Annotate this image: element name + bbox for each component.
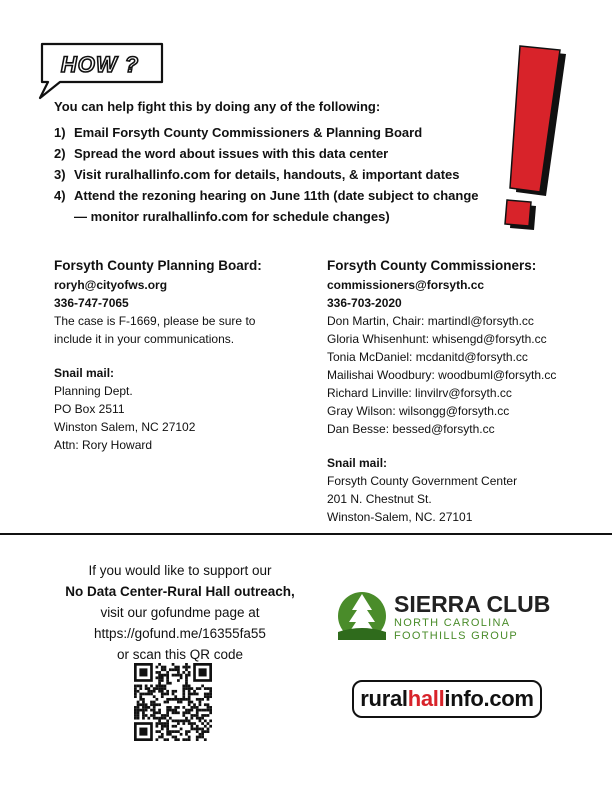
tree-logo-icon <box>338 592 386 640</box>
step-1: 1) Email Forsyth County Commissioners & Planning Board <box>54 125 423 140</box>
website-link[interactable]: ruralhallinfo.com <box>352 680 542 718</box>
commissioner-member: Mailishai Woodbury: woodbuml@forsyth.cc <box>327 368 557 382</box>
commissioner-member: Gloria Whisenhunt: whisengd@forsyth.cc <box>327 332 547 346</box>
commissioner-member: Dan Besse: bessed@forsyth.cc <box>327 422 495 436</box>
how-speech-bubble <box>34 40 168 100</box>
step-2: 2) Spread the word about issues with this data center <box>54 146 389 161</box>
commissioners-email[interactable]: commissioners@forsyth.cc <box>327 278 485 292</box>
gofundme-link[interactable]: https://gofund.me/16355fa55 <box>94 626 266 641</box>
planning-address-line: Attn: Rory Howard <box>54 438 153 452</box>
qr-code[interactable] <box>134 663 212 741</box>
planning-snail-title: Snail mail: <box>54 366 115 380</box>
support-text: If you would like to support our No Data Center-Rural Hall outreach, visit our gofundme page at https://gofund.me/16355fa55 or scan this QR code <box>40 560 320 665</box>
intro-text: You can help fight this by doing any of the following: <box>54 99 381 114</box>
commissioners-address-line: Winston-Salem, NC. 27101 <box>327 510 473 524</box>
commissioners-phone: 336-703-2020 <box>327 296 402 310</box>
sierra-club-logo <box>336 588 556 644</box>
sierra-sub1: NORTH CAROLINA <box>394 617 511 629</box>
exclamation-icon <box>490 44 570 234</box>
planning-address-line: Winston Salem, NC 27102 <box>54 420 196 434</box>
commissioner-member: Tonia McDaniel: mcdanitd@forsyth.cc <box>327 350 528 364</box>
planning-board-contact <box>54 256 294 454</box>
section-divider <box>0 533 612 535</box>
planning-address-line: Planning Dept. <box>54 384 133 398</box>
commissioners-snail-title: Snail mail: <box>327 456 388 470</box>
sierra-name: SIERRA CLUB <box>394 591 551 617</box>
bubble-text: HOW ? <box>60 52 140 77</box>
step-3: 3) Visit ruralhallinfo.com for details, handouts, & important dates <box>54 167 460 182</box>
planning-phone: 336-747-7065 <box>54 296 129 310</box>
commissioners-title: Forsyth County Commissioners: <box>327 258 537 273</box>
commissioner-member: Richard Linville: linvilrv@forsyth.cc <box>327 386 512 400</box>
sierra-sub2: FOOTHILLS GROUP <box>394 630 519 642</box>
commissioners-contact <box>327 256 597 526</box>
commissioners-address-line: 201 N. Chestnut St. <box>327 492 432 506</box>
planning-title: Forsyth County Planning Board: <box>54 258 262 273</box>
planning-email[interactable]: roryh@cityofws.org <box>54 278 168 292</box>
action-steps <box>54 122 494 227</box>
commissioner-member: Don Martin, Chair: martindl@forsyth.cc <box>327 314 534 328</box>
planning-note: The case is F-1669, please be sure to include it in your communications. <box>54 314 256 346</box>
commissioner-member: Gray Wilson: wilsongg@forsyth.cc <box>327 404 510 418</box>
step-4: 4) Attend the rezoning hearing on June 11th (date subject to change — monitor ruralhallinfo.com for schedule changes) <box>54 188 479 224</box>
commissioners-address-line: Forsyth County Government Center <box>327 474 518 488</box>
planning-address-line: PO Box 2511 <box>54 402 125 416</box>
